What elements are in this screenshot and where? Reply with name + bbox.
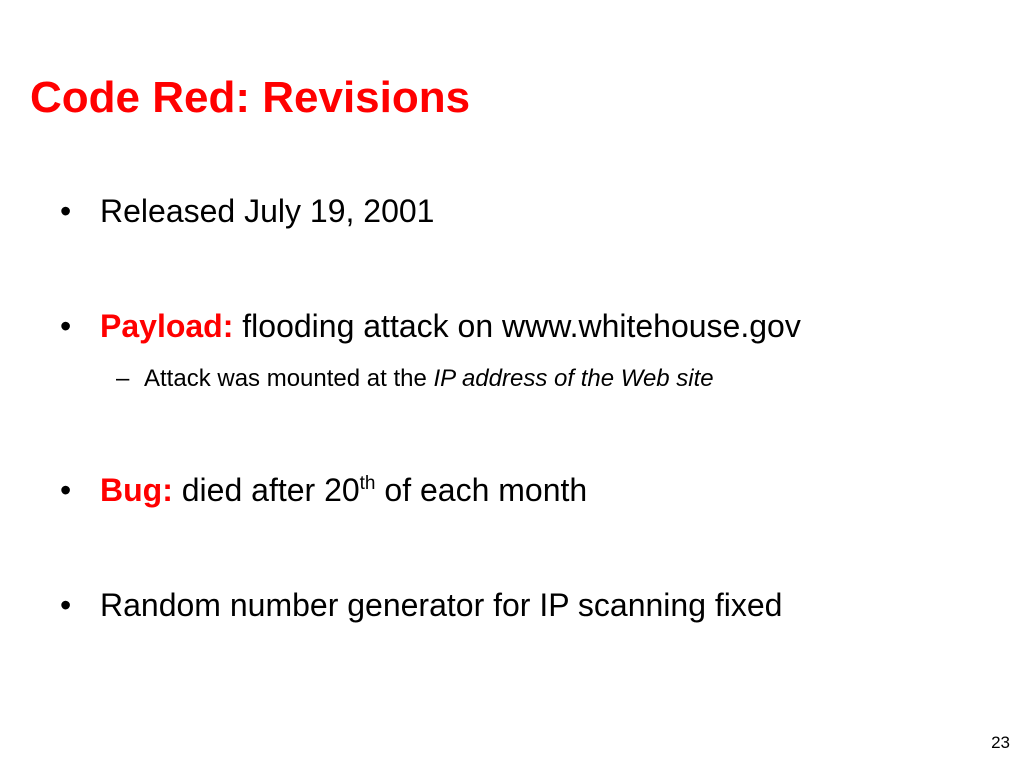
bullet-text: Random number generator for IP scanning fixed (100, 587, 783, 623)
bullet-item-bug (60, 470, 587, 510)
sub-bullet-item-attack (116, 364, 714, 394)
bullet-text-after: of each month (375, 472, 588, 508)
slide-title: Code Red: Revisions (30, 73, 471, 122)
bullet-text: Released July 19, 2001 (100, 193, 435, 229)
bullet-label: Payload: (100, 308, 234, 344)
sub-bullet-marker: – (116, 365, 130, 392)
bullet-item-payload (60, 306, 801, 346)
bullet-item-random (60, 585, 782, 625)
bullet-marker: • (60, 472, 72, 508)
page-number: 23 (991, 733, 1010, 752)
bullet-label: Bug: (100, 472, 173, 508)
sub-bullet-italic-text: IP address of the Web site (433, 365, 714, 392)
bullet-marker: • (60, 587, 72, 623)
sub-bullet-text: Attack was mounted at the (144, 365, 434, 392)
bullet-marker: • (60, 193, 72, 229)
bullet-text: died after 20 (172, 472, 360, 508)
bullet-marker: • (60, 308, 72, 344)
bullet-text: flooding attack on www.whitehouse.gov (233, 308, 801, 344)
bullet-item-released (60, 191, 434, 231)
bullet-superscript: th (359, 473, 376, 494)
